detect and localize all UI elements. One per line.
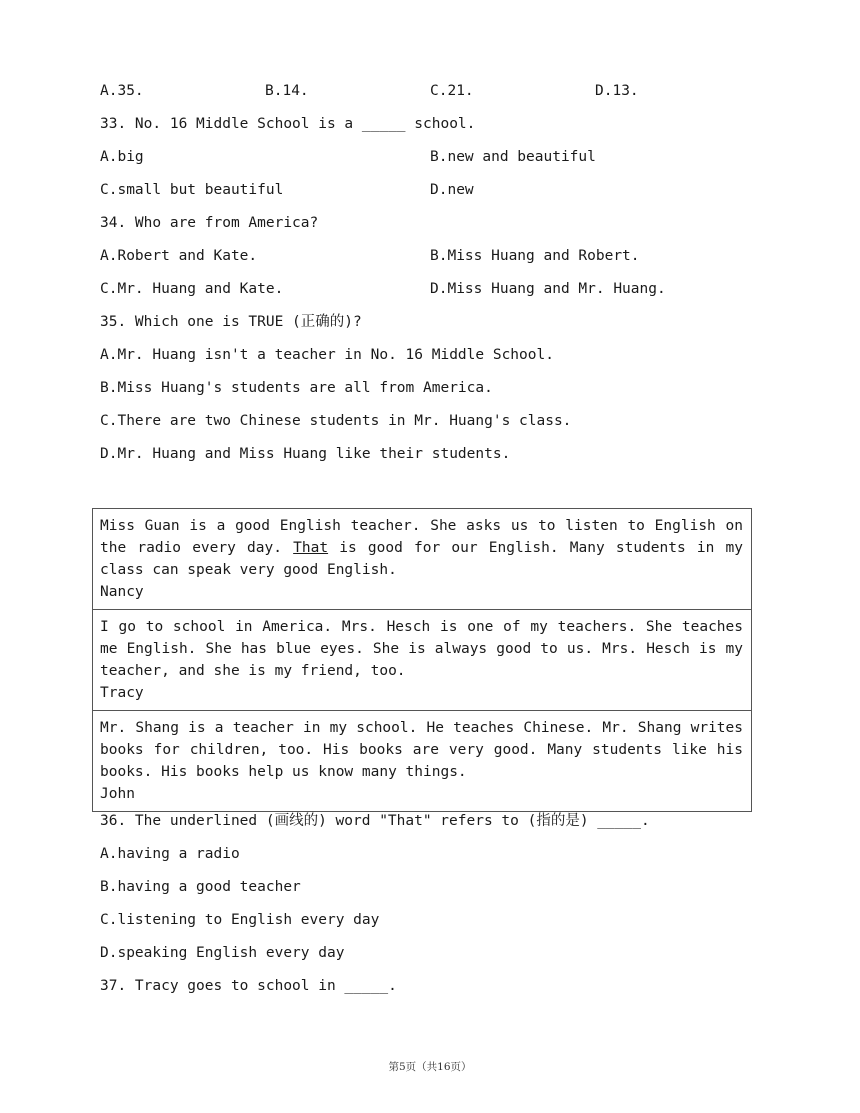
q32-option-c: C.21. (430, 83, 474, 99)
q35-option-d: D.Mr. Huang and Miss Huang like their students. (100, 446, 511, 462)
q32-option-b: B.14. (265, 83, 309, 99)
page-footer: 第5页（共16页） (388, 1061, 472, 1073)
q36-option-c: C.listening to English every day (100, 912, 380, 928)
q33-option-d: D.new (430, 182, 474, 198)
passage-text-part: is good for our English. Many students in my class can speak very good English. (100, 540, 744, 578)
q36-stem: 36. The underlined (画线的) word "That" refers to (指的是) _____. (100, 813, 650, 829)
q32-option-d: D.13. (595, 83, 639, 99)
q37-stem: 37. Tracy goes to school in _____. (100, 978, 397, 994)
q34-option-a: A.Robert and Kate. (100, 248, 258, 264)
passage-text: Mr. Shang is a teacher in my school. He teaches Chinese. Mr. Shang writes books for children, too. His books are very good. Many students like his books. His books help us know many things. (100, 720, 743, 780)
q36-option-d: D.speaking English every day (100, 945, 345, 961)
q35-option-a: A.Mr. Huang isn't a teacher in No. 16 Middle School. (100, 347, 554, 363)
reading-passages-table (92, 508, 752, 812)
q35-option-b: B.Miss Huang's students are all from America. (100, 380, 493, 396)
passage-text: I go to school in America. Mrs. Hesch is one of my teachers. She teaches me English. She has blue eyes. She is always good to us. Mrs. Hesch is my teacher, and she is my friend, too. (100, 619, 743, 679)
q36-option-b: B.having a good teacher (100, 879, 301, 895)
passage-nancy (93, 509, 751, 609)
q33-stem: 33. No. 16 Middle School is a _____ school. (100, 116, 476, 132)
q34-option-c: C.Mr. Huang and Kate. (100, 281, 284, 297)
q33-option-a: A.big (100, 149, 144, 165)
q33-option-b: B.new and beautiful (430, 149, 596, 165)
q34-option-b: B.Miss Huang and Robert. (430, 248, 640, 264)
passage-author: Nancy (100, 584, 144, 600)
passage-text (100, 515, 743, 581)
q35-stem: 35. Which one is TRUE (正确的)? (100, 314, 362, 330)
q34-option-d: D.Miss Huang and Mr. Huang. (430, 281, 666, 297)
passage-author: John (100, 786, 135, 802)
passage-tracy (93, 609, 751, 710)
q33-option-c: C.small but beautiful (100, 182, 284, 198)
q32-option-a: A.35. (100, 83, 144, 99)
passage-text-part: Miss Guan is a good English teacher. She asks us to listen to English on the radio every day. (100, 518, 743, 556)
q35-option-c: C.There are two Chinese students in Mr. Huang's class. (100, 413, 572, 429)
passage-john (93, 710, 751, 811)
passage-author: Tracy (100, 685, 144, 701)
underlined-word: That (293, 540, 329, 556)
q36-option-a: A.having a radio (100, 846, 240, 862)
q34-stem: 34. Who are from America? (100, 215, 319, 231)
